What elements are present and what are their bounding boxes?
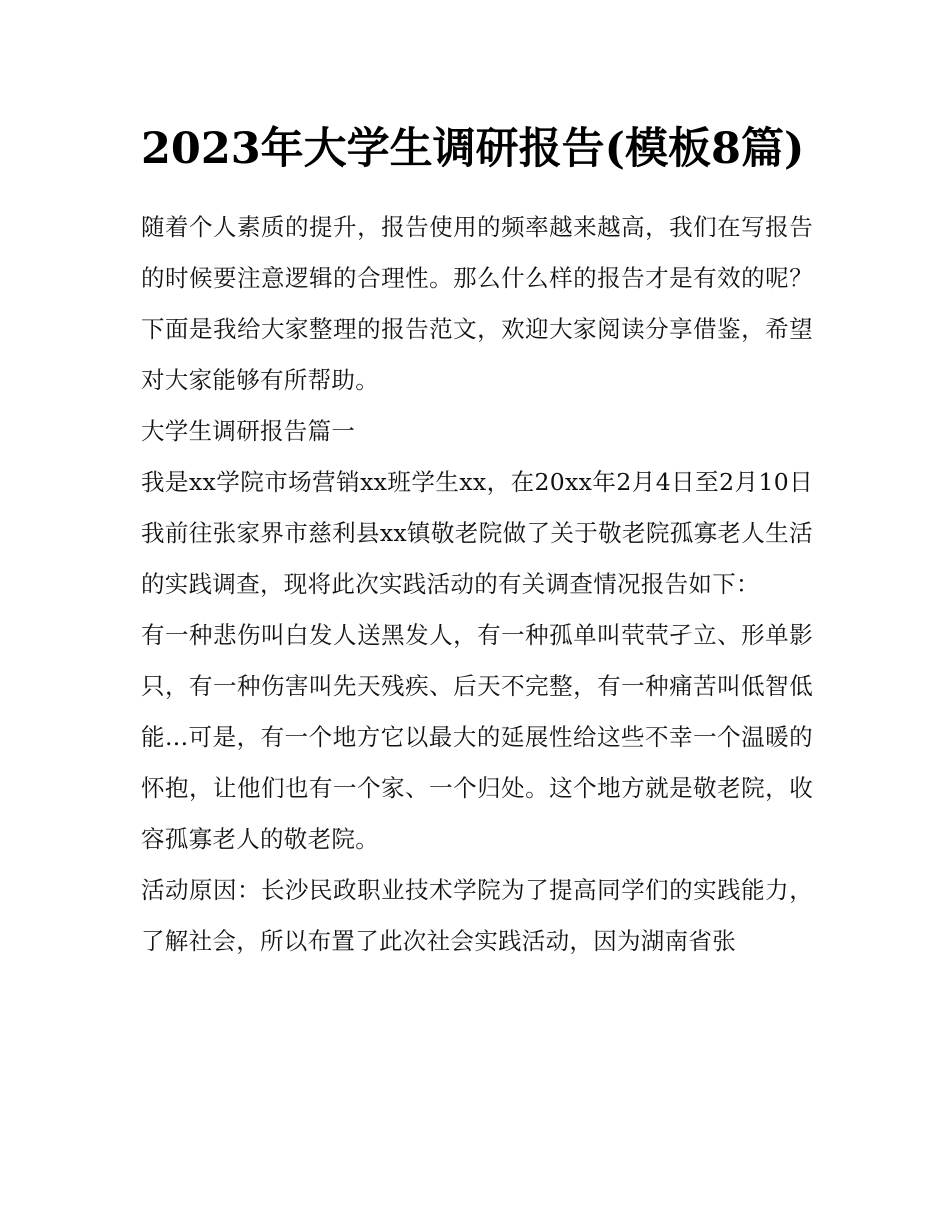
section-heading: 大学生调研报告篇一 — [141, 417, 356, 445]
document-page — [141, 112, 813, 967]
intro-paragraph: 随着个人素质的提升，报告使用的频率越来越高，我们在写报告的时候要注意逻辑的合理性。那么什么样的报告才是有效的呢？下面是我给大家整理的报告范文，欢迎大家阅读分享借鉴，希望对大家能够有所帮助。 — [141, 213, 813, 394]
body-paragraph: 有一种悲伤叫白发人送黑发人，有一种孤单叫茕茕孑立、形单影只，有一种伤害叫先天残疾、后天不完整，有一种痛苦叫低智低能...可是，有一个地方它以最大的延展性给这些不幸一个温暖的怀抱，让他们也有一个家、一个归处。这个地方就是敬老院，收容孤寡老人的敬老院。 — [141, 621, 813, 853]
document-title: 2023年大学生调研报告(模板8篇) — [141, 124, 805, 174]
body-paragraph: 活动原因：长沙民政职业技术学院为了提高同学们的实践能力，了解社会，所以布置了此次社会实践活动，因为湖南省张 — [141, 876, 813, 955]
body-paragraph: 我是xx学院市场营销xx班学生xx，在20xx年2月4日至2月10日我前往张家界市慈利县xx镇敬老院做了关于敬老院孤寡老人生活的实践调查，现将此次实践活动的有关调查情况报告如下： — [141, 468, 813, 598]
